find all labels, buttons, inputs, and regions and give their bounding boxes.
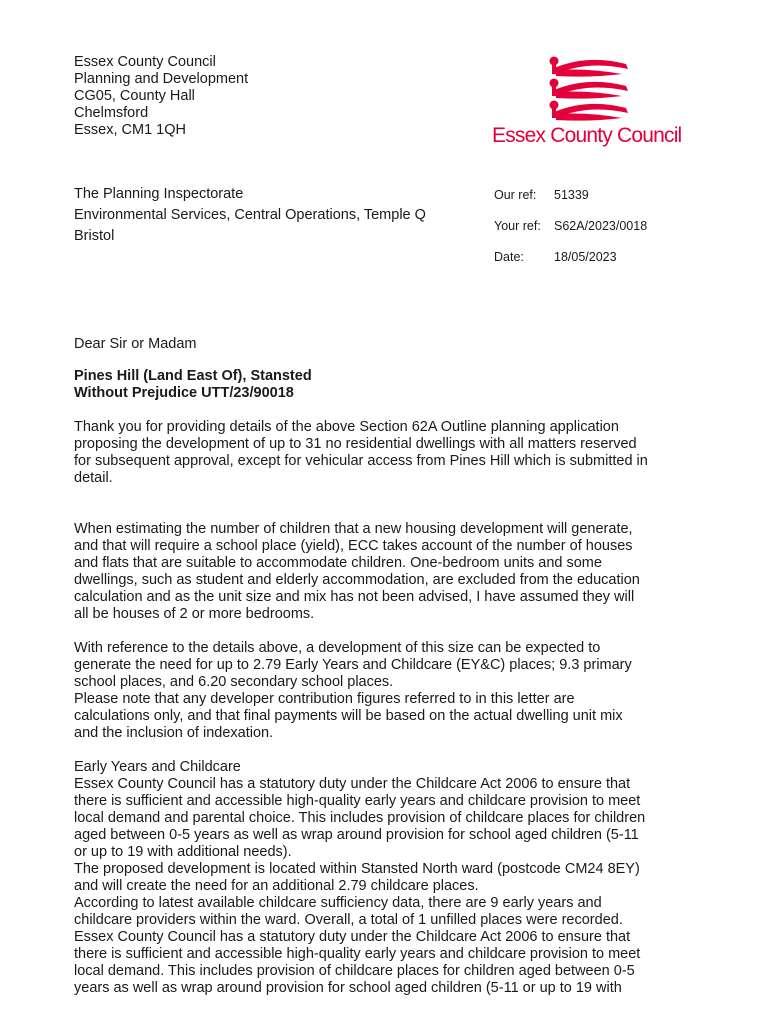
text-line: local demand and parental choice. This includes provision of childcare places for children — [74, 810, 646, 826]
text-line: local demand. This includes provision of childcare places for children aged between 0-5 — [74, 963, 635, 979]
text-line: or up to 19 with additional needs). — [74, 844, 292, 860]
recipient-line: Bristol — [74, 228, 115, 244]
paragraph — [74, 521, 700, 623]
text-line: proposing the development of up to 31 no residential dwellings with all matters reserved — [74, 436, 637, 452]
text-line: and the inclusion of indexation. — [74, 725, 274, 741]
text-line: When estimating the number of children that a new housing development will generate, — [74, 521, 633, 537]
text-line: According to latest available childcare sufficiency data, there are 9 early years and — [74, 895, 602, 911]
text-line: and will create the need for an additional 2.79 childcare places. — [74, 878, 479, 894]
text-line: childcare providers within the ward. Overall, a total of 1 unfilled places were recorded. — [74, 912, 623, 928]
date-label: Date: — [494, 250, 524, 264]
salutation: Dear Sir or Madam — [74, 336, 197, 352]
sender-line: Planning and Development — [74, 71, 249, 87]
recipient-line: The Planning Inspectorate — [74, 186, 244, 202]
seaxes-emblem-icon — [544, 50, 632, 122]
text-line: detail. — [74, 470, 113, 486]
text-line: calculations only, and that final payments will be based on the actual dwelling unit mix — [74, 708, 623, 724]
text-line: Essex County Council has a statutory duty under the Childcare Act 2006 to ensure that — [74, 776, 631, 792]
date-row — [494, 250, 647, 281]
sender-line: Essex County Council — [74, 54, 216, 70]
letter-body — [74, 336, 700, 997]
text-line: generate the need for up to 2.79 Early Years and Childcare (EY&C) places; 9.3 primary — [74, 657, 632, 673]
sender-line: Essex, CM1 1QH — [74, 122, 186, 138]
text-line: Thank you for providing details of the above Section 62A Outline planning application — [74, 419, 619, 435]
text-line: there is sufficient and accessible high-quality early years and childcare provision to meet — [74, 793, 641, 809]
text-line: Please note that any developer contribution figures referred to in this letter are — [74, 691, 575, 707]
our-ref-row — [494, 188, 647, 219]
text-line: The proposed development is located within Stansted North ward (postcode CM24 8EY) — [74, 861, 640, 877]
text-line: With reference to the details above, a development of this size can be expected to — [74, 640, 601, 656]
essex-logo — [492, 50, 697, 148]
section-heading: Early Years and Childcare — [74, 759, 241, 775]
text-line: calculation and as the unit size and mix has not been advised, I have assumed they will — [74, 589, 635, 605]
subject-line: Without Prejudice UTT/23/90018 — [74, 385, 294, 401]
recipient-line: Environmental Services, Central Operations, Temple Q — [74, 207, 426, 223]
your-ref-row — [494, 219, 647, 250]
text-line: all be houses of 2 or more bedrooms. — [74, 606, 315, 622]
text-line: aged between 0-5 years as well as wrap around provision for school aged children (5-11 — [74, 827, 639, 843]
paragraph — [74, 759, 700, 997]
subject-heading — [74, 368, 700, 402]
sender-line: Chelmsford — [74, 105, 149, 121]
text-line: and that will require a school place (yield), ECC takes account of the number of houses — [74, 538, 633, 554]
logo-wordmark: Essex County Council — [492, 124, 682, 147]
paragraph — [74, 640, 700, 742]
our-ref-label: Our ref: — [494, 188, 537, 202]
text-line: there is sufficient and accessible high-quality early years and childcare provision to meet — [74, 946, 641, 962]
recipient-address — [74, 184, 426, 247]
text-line: for subsequent approval, except for vehicular access from Pines Hill which is submitted in — [74, 453, 648, 469]
sender-address — [74, 54, 248, 139]
your-ref-value: S62A/2023/0018 — [554, 219, 648, 233]
text-line: school places, and 6.20 secondary school places. — [74, 674, 394, 690]
text-line: years as well as wrap around provision for school aged children (5-11 or up to 19 with — [74, 980, 622, 996]
text-line: Essex County Council has a statutory duty under the Childcare Act 2006 to ensure that — [74, 929, 631, 945]
sender-line: CG05, County Hall — [74, 88, 195, 104]
text-line: dwellings, such as student and elderly accommodation, are excluded from the education — [74, 572, 640, 588]
subject-line: Pines Hill (Land East Of), Stansted — [74, 368, 312, 384]
date-value: 18/05/2023 — [554, 250, 617, 264]
text-line: and flats that are suitable to accommodate children. One-bedroom units and some — [74, 555, 602, 571]
our-ref-value: 51339 — [554, 188, 589, 202]
your-ref-label: Your ref: — [494, 219, 541, 233]
reference-block — [494, 188, 647, 281]
